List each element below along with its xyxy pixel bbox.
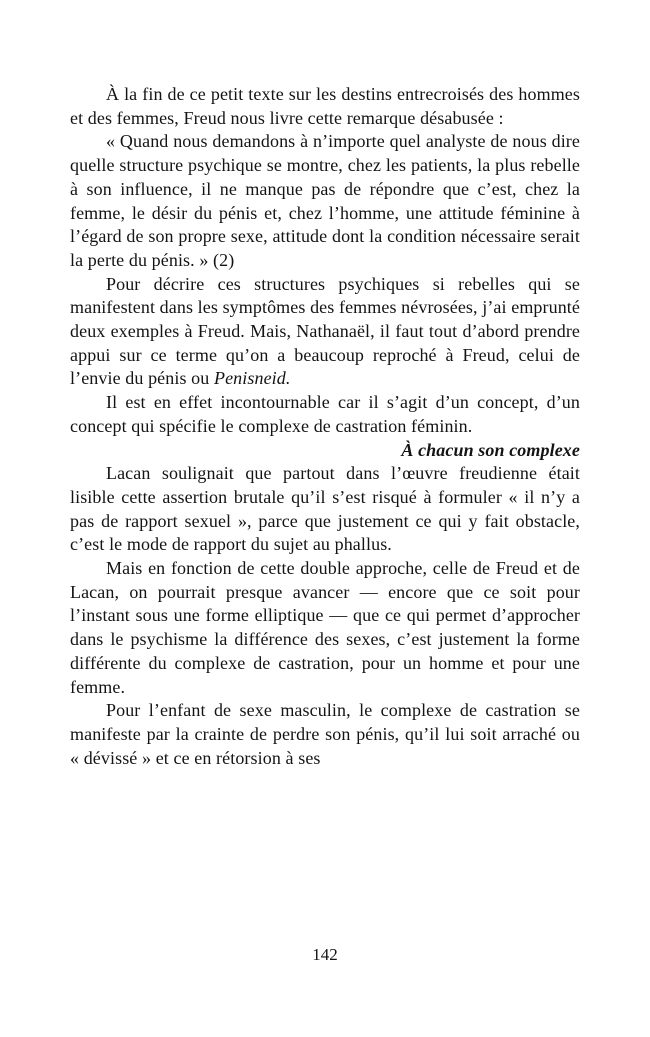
- page-number: 142: [312, 945, 338, 964]
- paragraph-intro: À la fin de ce petit texte sur les destins entrecroisés des hommes et des femmes, Freud nous livre cette remarque désabusée :: [70, 84, 580, 128]
- paragraph-lacan: Lacan soulignait que partout dans l’œuvre freudienne était lisible cette assertion brutale qu’il s’est risqué à formuler « il n’y a pas de rapport sexuel », parce que justement ce qui y fait obstacle, c’est le mode de rapport du sujet au phallus.: [70, 463, 580, 555]
- text-block: [70, 83, 580, 770]
- section-heading: À chacun son complexe: [401, 439, 580, 460]
- paragraph-freud-quote: « Quand nous demandons à n’importe quel analyste de nous dire quelle structure psychique se montre, chez les patients, la plus rebelle à son influence, il ne manque pas de répondre que c’est, chez la femme, le désir du pénis et, chez l’homme, une attitude féminine à l’égard de son propre sexe, attitude dont la condition nécessaire serait la perte du pénis. » (2): [70, 131, 580, 270]
- penisneid-italic-term: Penisneid.: [213, 368, 291, 389]
- paragraph-enfant-masculin: Pour l’enfant de sexe masculin, le complexe de castration se manifeste par la crainte de perdre son pénis, qu’il lui soit arraché ou « dévissé » et ce en rétorsion à ses: [70, 700, 580, 768]
- paragraph-penisneid: [70, 273, 580, 392]
- paragraph-double-approche: Mais en fonction de cette double approche, celle de Freud et de Lacan, on pourrait presque avancer — encore que ce soit pour l’instant sous une forme elliptique — que ce qui permet d’approcher dans le psychisme la différence des sexes, c’est justement la forme différente du complexe de castration, pour un homme et pour une femme.: [70, 558, 580, 697]
- paragraph-concept: Il est en effet incontournable car il s’agit d’un concept, d’un concept qui spécifie le complexe de castration féminin.: [70, 392, 580, 436]
- paragraph-penisneid-text: Pour décrire ces structures psychiques si rebelles qui se manifestent dans les symptômes des femmes névrosées, j’ai emprunté deux exemples à Freud. Mais, Nathanaël, il faut tout d’abord prendre appui sur ce terme qu’on a beaucoup reproché à Freud, celui de l’envie du pénis ou: [70, 273, 580, 389]
